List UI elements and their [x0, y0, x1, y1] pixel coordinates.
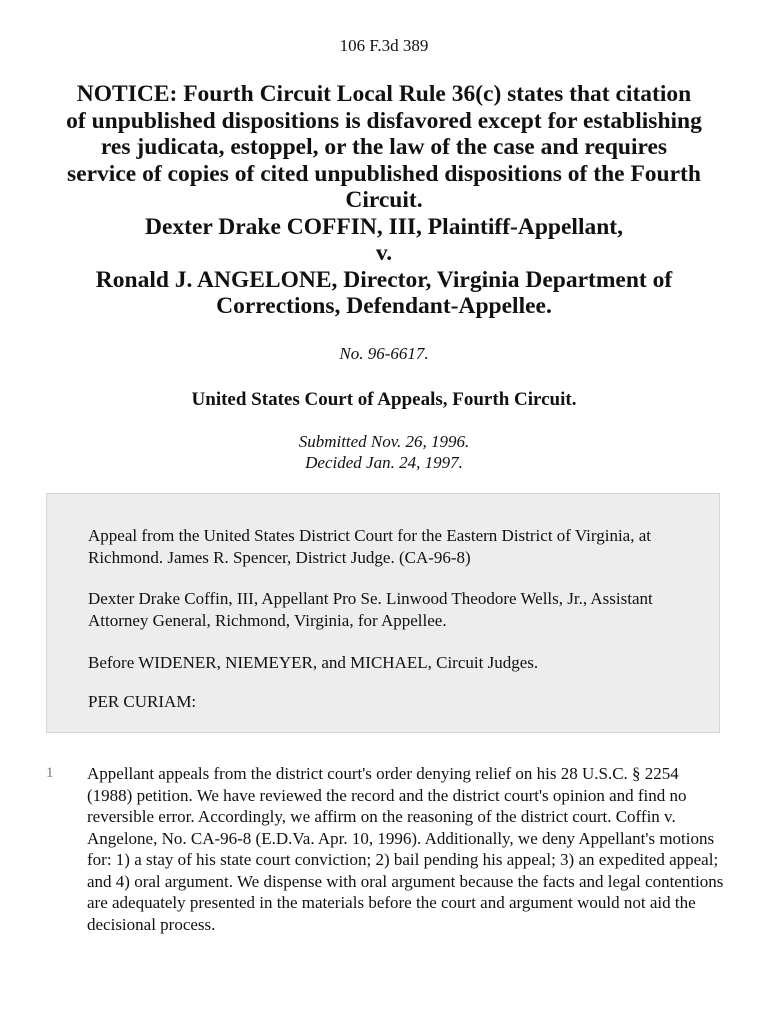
submitted-date: Submitted Nov. 26, 1996. — [298, 432, 470, 451]
party-line: v. — [375, 240, 393, 266]
court-name: United States Court of Appeals, Fourth Circuit. — [191, 389, 577, 410]
notice-line: res judicata, estoppel, or the law of the case and requires — [100, 134, 668, 160]
party-line: Corrections, Defendant-Appellee. — [216, 293, 552, 319]
panel-judges-text: Before WIDENER, NIEMEYER, and MICHAEL, Circuit Judges. — [88, 653, 539, 672]
counsel-text: Dexter Drake Coffin, III, Appellant Pro Se. Linwood Theodore Wells, Jr., Assistant Attorney General, Richmond, Virginia, for Appellee. — [88, 589, 653, 630]
paragraph-number: 1 — [46, 765, 54, 781]
reporter-citation: 106 F.3d 389 — [339, 36, 429, 55]
docket-number: No. 96-6617. — [339, 344, 429, 363]
notice-line: service of copies of cited unpublished dispositions of the Fourth — [67, 160, 701, 187]
opinion-paragraph: Appellant appeals from the district court's order denying relief on his 28 U.S.C. § 2254 (1988) petition. We have reviewed the record and the district court's opinion and find no reversible error. Accordingly, we affirm on the reasoning of the district court. Coffin v. Angelone, No. CA-96-8 (E.D.Va. Apr. 10, 1996). Additionally, we deny Appellant's motions for: 1) a stay of his state court conviction; 2) bail pending his appeal; 3) an expedited appeal; and 4) oral argument. We dispense with oral argument because the facts and legal contentions are adequately presented in the materials before the court and argument would not aid the decisional process. — [87, 764, 724, 934]
case-info-box — [46, 493, 720, 733]
appeal-from-text: Appeal from the United States District Court for the Eastern District of Virginia, at Richmond. James R. Spencer, District Judge. (CA-96-8) — [88, 526, 652, 567]
per-curiam-label: PER CURIAM: — [88, 692, 197, 711]
party-line: Ronald J. ANGELONE, Director, Virginia Department of — [95, 266, 673, 293]
decided-date: Decided Jan. 24, 1997. — [305, 453, 463, 472]
notice-line: Circuit. — [345, 187, 423, 213]
case-dates — [0, 431, 768, 473]
party-line: Dexter Drake COFFIN, III, Plaintiff-Appellant, — [144, 213, 623, 240]
case-heading — [40, 81, 728, 320]
notice-line: NOTICE: Fourth Circuit Local Rule 36(c) states that citation — [76, 81, 692, 107]
notice-line: of unpublished dispositions is disfavored except for establishing — [66, 107, 702, 134]
